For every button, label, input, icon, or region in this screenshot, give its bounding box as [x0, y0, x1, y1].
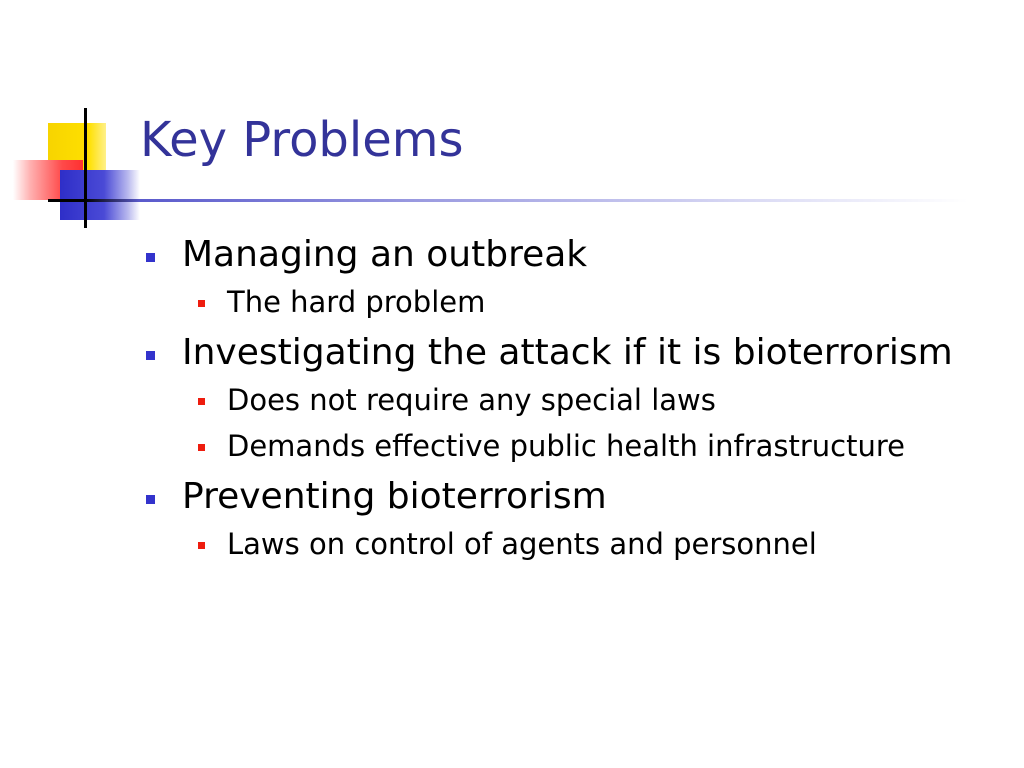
- bullet-item-investigating-attack: [146, 330, 976, 376]
- sub-bullet-item-control-of-agents: [198, 526, 976, 563]
- red-square-bullet-icon: [198, 444, 205, 451]
- sub-bullet-item-no-special-laws: [198, 382, 976, 419]
- blue-square-bullet-icon: [146, 351, 155, 360]
- blue-square-bullet-icon: [146, 253, 155, 262]
- decorative-blue-square: [60, 170, 140, 220]
- sub-bullet-text: The hard problem: [227, 285, 486, 319]
- red-square-bullet-icon: [198, 398, 205, 405]
- bullet-list: [146, 232, 976, 572]
- slide-title: Key Problems: [140, 112, 464, 168]
- sub-bullet-text: Does not require any special laws: [227, 383, 716, 417]
- bullet-item-managing-outbreak: [146, 232, 976, 278]
- red-square-bullet-icon: [198, 542, 205, 549]
- sub-bullet-text: Laws on control of agents and personnel: [227, 527, 817, 561]
- bullet-text: Investigating the attack if it is bioterrorism: [182, 332, 953, 373]
- blue-square-bullet-icon: [146, 495, 155, 504]
- sub-bullet-item-hard-problem: [198, 284, 976, 321]
- decorative-vertical-line: [84, 108, 87, 228]
- sub-bullet-item-public-health-infrastructure: [198, 428, 976, 465]
- title-underline-rule: [48, 199, 968, 202]
- red-square-bullet-icon: [198, 300, 205, 307]
- bullet-text: Managing an outbreak: [182, 234, 588, 275]
- bullet-item-preventing-bioterrorism: [146, 474, 976, 520]
- sub-bullet-text: Demands effective public health infrastructure: [227, 429, 906, 463]
- bullet-text: Preventing bioterrorism: [182, 476, 607, 517]
